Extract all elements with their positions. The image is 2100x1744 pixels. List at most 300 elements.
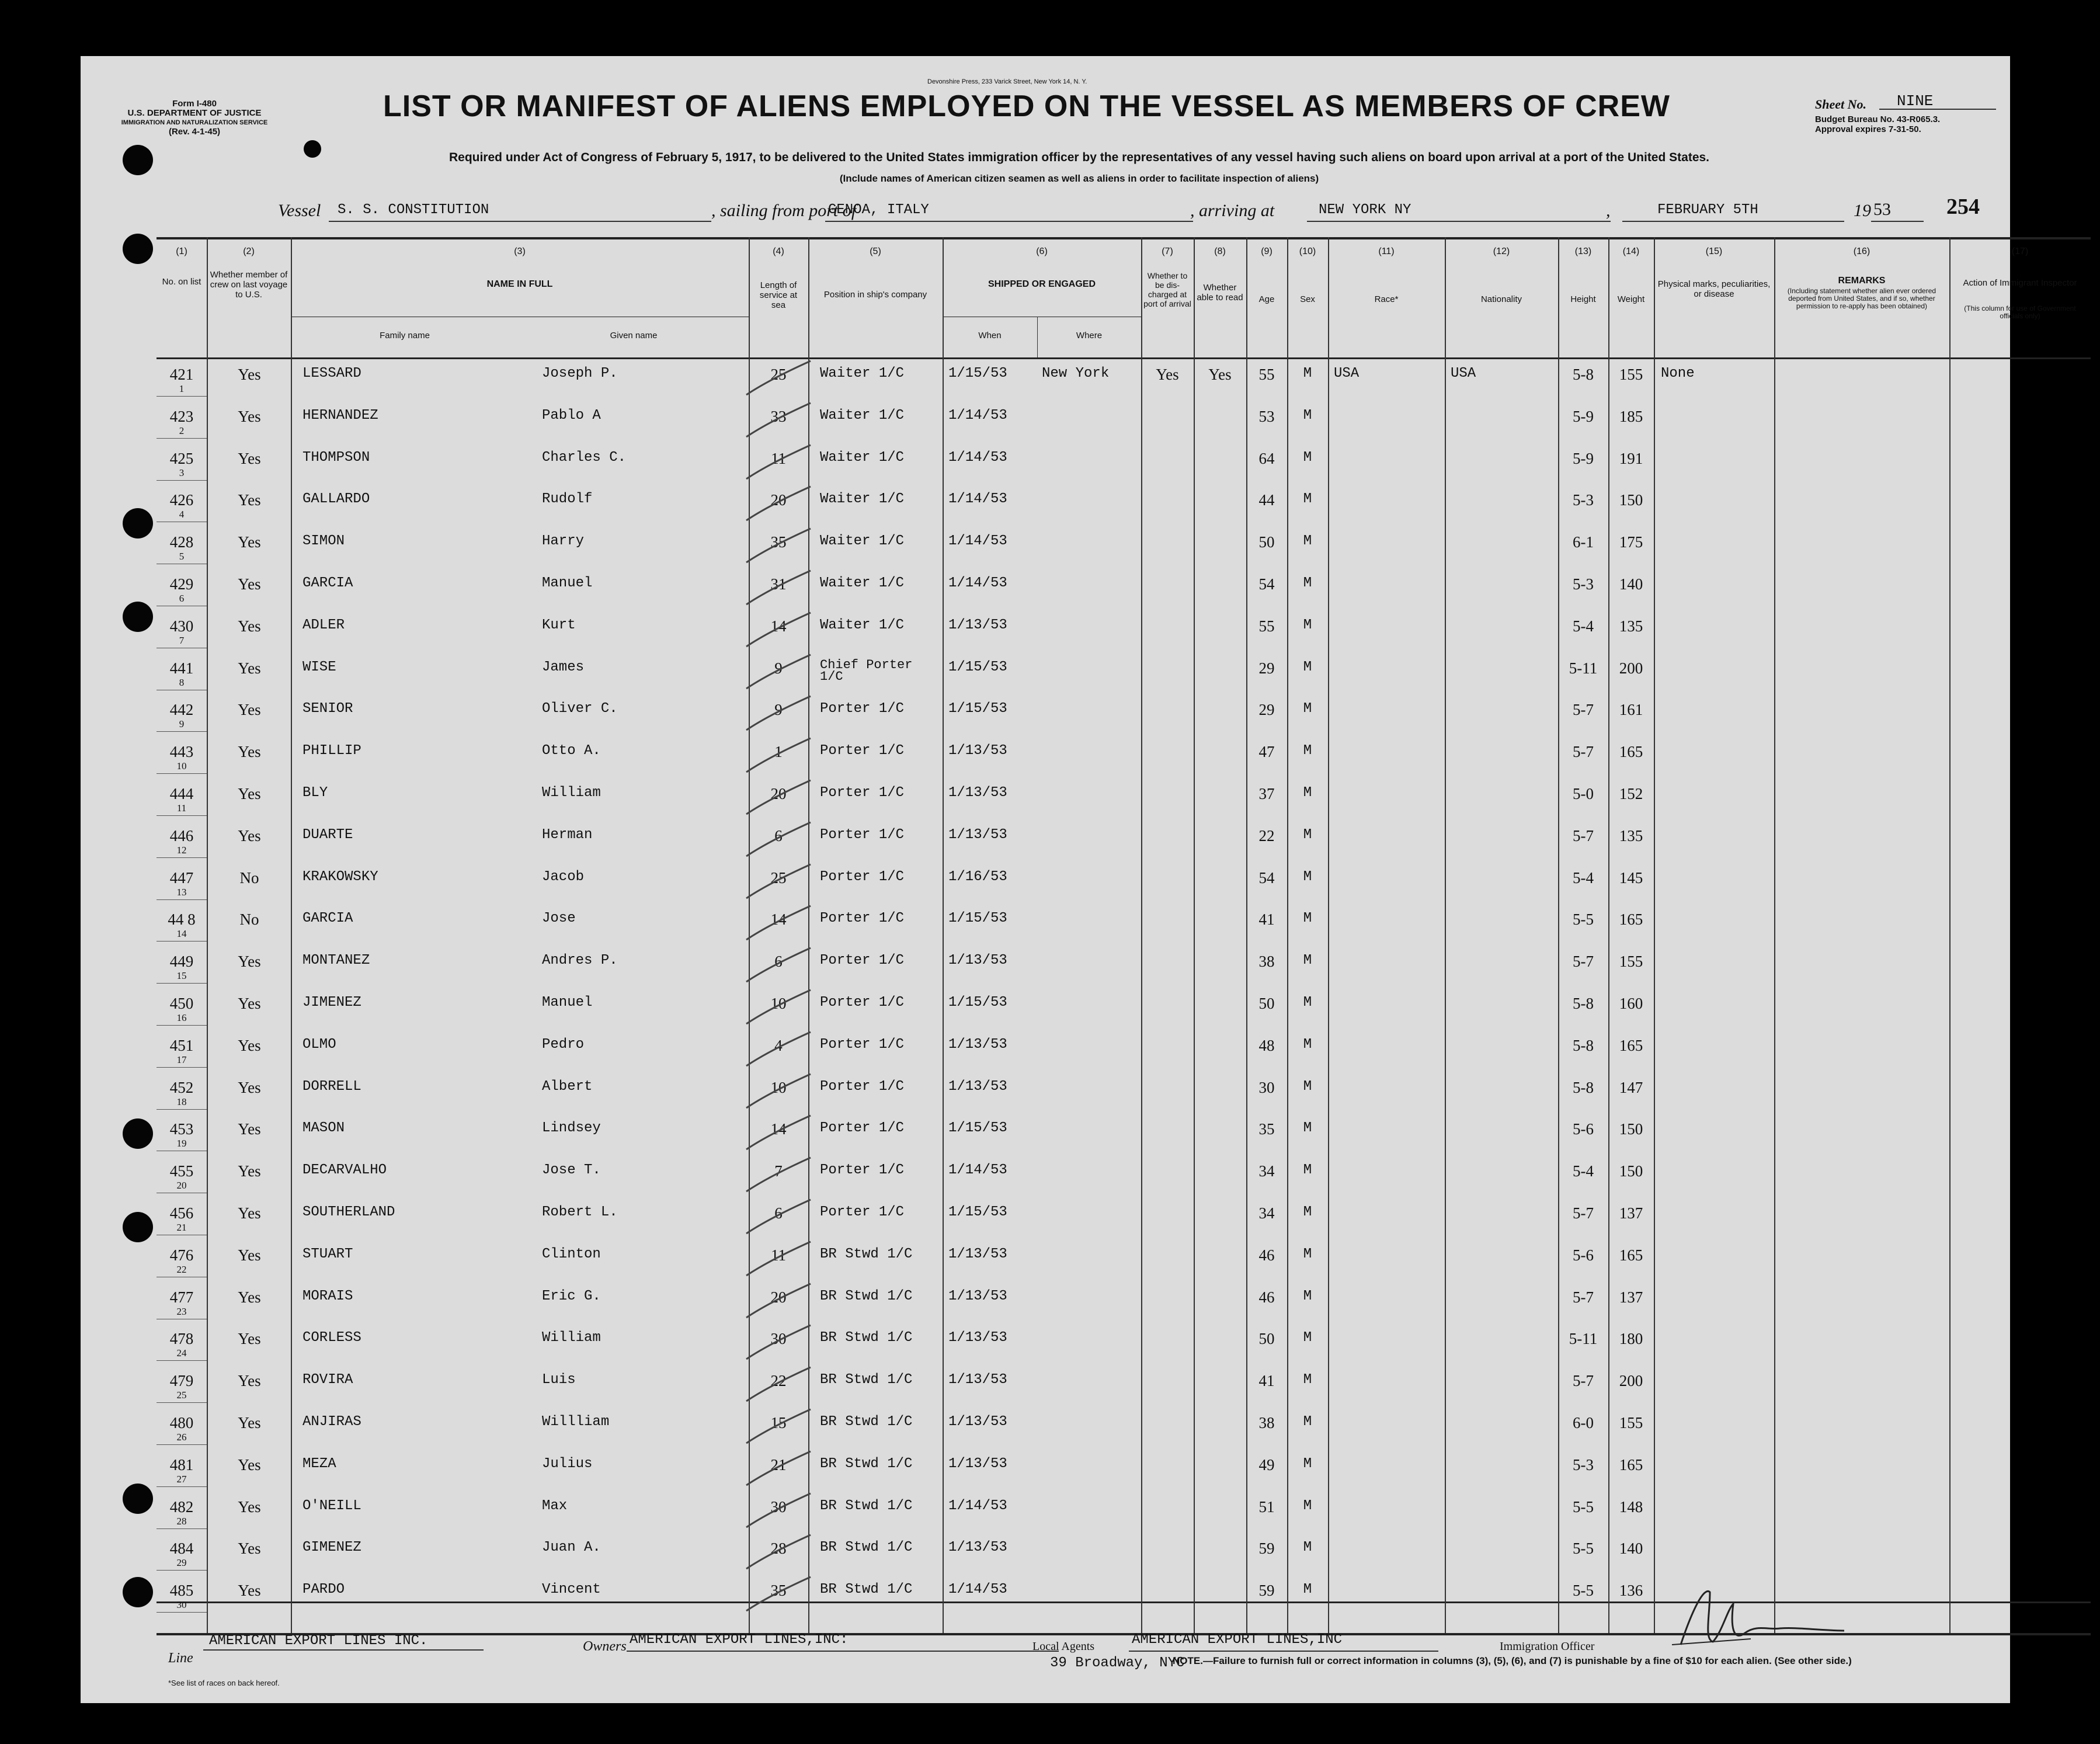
- cell-given: Manuel: [542, 995, 593, 1010]
- cell-when: 1/14/53: [948, 533, 1007, 550]
- cell-no: 455: [169, 1162, 194, 1180]
- cell-prev: Yes: [238, 449, 261, 467]
- cell-age: 55: [1258, 617, 1275, 635]
- row-seq: 6: [179, 593, 185, 604]
- cell-prev: Yes: [238, 659, 261, 677]
- cell-svc: 15: [770, 1414, 787, 1432]
- cell-no: 478: [169, 1330, 194, 1348]
- row-seq: 17: [176, 1054, 187, 1065]
- cell-family: ANJIRAS: [303, 1414, 361, 1430]
- cell-prev: Yes: [238, 1330, 261, 1348]
- cell-age: 47: [1258, 743, 1275, 761]
- cell-wt: 191: [1619, 449, 1643, 467]
- cell-ht: 5-11: [1569, 659, 1598, 677]
- cell-given: Vincent: [542, 1582, 601, 1598]
- department: U.S. DEPARTMENT OF JUSTICE: [127, 108, 262, 118]
- cell-wt: 200: [1619, 1372, 1643, 1390]
- cell-svc: 9: [774, 659, 783, 677]
- cell-pos: Waiter 1/C: [820, 407, 905, 423]
- cell-pos: Porter 1/C: [820, 701, 905, 717]
- table-row: [157, 995, 2091, 1036]
- cell-prev: Yes: [238, 1204, 261, 1222]
- cell-sex: M: [1303, 1204, 1312, 1220]
- cell-sex: M: [1303, 1582, 1312, 1598]
- cell-age: 50: [1258, 995, 1275, 1012]
- col-num-6: (6): [1036, 246, 1048, 256]
- row-seq: 2: [179, 425, 185, 436]
- row-seq: 3: [179, 467, 185, 478]
- row-seq: 14: [176, 928, 187, 940]
- punch-hole: [123, 145, 153, 175]
- cell-given: Eric G.: [542, 1288, 601, 1304]
- cell-svc: 7: [774, 1162, 783, 1180]
- cell-ht: 5-3: [1573, 1455, 1594, 1474]
- row-divider: [157, 941, 207, 942]
- cell-when: 1/15/53: [948, 366, 1007, 381]
- col-num-1: (1): [176, 246, 187, 256]
- cell-age: 46: [1258, 1246, 1275, 1264]
- cell-pos: Porter 1/C: [820, 911, 905, 927]
- cell-sex: M: [1303, 868, 1312, 885]
- cell-wt: 150: [1619, 491, 1643, 509]
- cell-given: Pablo A: [542, 407, 601, 423]
- cell-prev: Yes: [238, 491, 261, 509]
- approval: Approval expires 7-31-50.: [1815, 124, 1921, 134]
- col-head-sex: Sex: [1300, 294, 1315, 304]
- footer-agents-address: 39 Broadway, NYC: [1050, 1655, 1185, 1671]
- row-seq: 12: [176, 844, 187, 856]
- cell-family: MEZA: [303, 1455, 336, 1472]
- cell-ht: 5-3: [1573, 575, 1594, 593]
- cell-ht: 5-7: [1573, 1288, 1594, 1306]
- cell-when: 1/14/53: [948, 491, 1007, 508]
- punch-hole: [123, 1577, 153, 1607]
- row-divider: [157, 1570, 207, 1571]
- punch-hole: [123, 602, 153, 632]
- cell-wt: 137: [1619, 1204, 1643, 1222]
- cell-pos: Waiter 1/C: [820, 617, 905, 633]
- check-mark: [740, 402, 816, 443]
- cell-sex: M: [1303, 1414, 1312, 1430]
- cell-family: JIMENEZ: [303, 995, 361, 1010]
- cell-svc: 28: [770, 1540, 787, 1558]
- cell-wt: 165: [1619, 1036, 1643, 1054]
- cell-family: GIMENEZ: [303, 1540, 361, 1556]
- cell-given: Oliver C.: [542, 701, 618, 717]
- cell-age: 37: [1258, 785, 1275, 802]
- cell-ht: 5-7: [1573, 701, 1594, 719]
- cell-wt: 160: [1619, 995, 1643, 1012]
- cell-when: 1/14/53: [948, 1498, 1007, 1514]
- cell-given: Jacob: [542, 868, 585, 885]
- table-row: [157, 1456, 2091, 1497]
- manifest-page: Form I-480 U.S. DEPARTMENT OF JUSTICE IMMIGRATION AND NATURALIZATION SERVICE (Rev. 4-1-45) Devonshire Press, 233 Varick Street, New York 14, N. Y. LIST OR MANIFEST OF ALIENS EMPLOYED ON THE VESSEL AS MEMBERS OF CREW Sheet No. NINE Budget Bureau No. 43-R065.3. Approval expires 7-31-50. Required under Act of Congress of February 5, 1917, to be delivered to the United States immigration officer by the representatives of any vessel having such aliens on board upon arrival at a port of the United States. (Include names of American citizen seamen as well as aliens in order to facilitate inspection of aliens) 254 Vessel S. S. CONSTITUTION , sailing from port of GENOA, ITALY , arriving at NEW YORK NY , FEBRUARY 5TH 19 53 (1) (2) (3) (4) (5) (6) (7) (8) (9) (10) (11) (12) (13) (14) (15) (16) (17) No. on list Whether member of crew on last voyage to U.S. NAME IN FULL Family name Given name Length of service at sea Position in ship's company SHIPPED OR ENGAGED When Where Whether to be dis-charged at port of arrival Whether able to read Age Sex Race* Nationality Height Weight Physical marks, peculiarities, or disease REMARKS (Including statement whether alien ever ordered deported from United States, and if so, whether permission to re-apply has been obtained) Action of Immigrant Inspector (This column for use of Government officials only) 421 Yes LESSARD Joseph P. 25 Waiter 1/C 1/15/53 New York Yes Yes 55 M USA USA 5-8 155 None 1 423 Yes HERNANDEZ Pablo A 33 Waiter 1/C 1/14/53 53 M 5-9 185 2 425 Yes THOMPSON Charles C. 11 Waiter 1/C 1/14/53 64 M 5-9 191 3 426 Yes GALLARDO Rudolf 20 Waiter 1/C 1/14/53 44 M 5-3 150 4 428 Yes SIMON Harry 35 Waiter 1/C 1/14/53 50 M 6-1 175 5 429 Yes GARCIA Manuel 31 Waiter 1/C 1/14/53 54 M 5-3 140 6 430 Yes ADLER Kurt 14 Waiter 1/C 1/13/53 55 M 5-4 135 7 441 Yes WISE James 9 Chief Porter 1/C 1/15/53 29 M 5-11 200 8 442 Yes SENIOR Oliver C. 9 Porter 1/C 1/15/53 29 M 5-7 161 9 443 Yes PHILLIP Otto A. 1 Porter 1/C 1/13/53 47 M 5-7 165 10 444 Yes BLY William 20 Porter 1/C 1/13/53 37 M 5-0 152 11 446 Yes DUARTE Herman 6 Porter 1/C 1/13/53 22 M 5-7 135 12 447 No KRAKOWSKY Jacob 25 Porter 1/C 1/16/53 54 M 5-4 145 13 44 8 No GARCIA Jose 14 Porter 1/C 1/15/53 41 M 5-5 165 14 449 Yes MONTANEZ Andres P. 6 Porter 1/C 1/13/53 38 M 5-7 155 15 450 Yes JIMENEZ Manuel 10 Porter 1/C 1/15/53 50 M 5-8 160 16 451 Yes OLMO Pedro 4 Porter 1/C 1/13/53 48 M 5-8 165 17 452 Yes DORRELL Albert 10 Porter 1/C 1/13/53 30 M 5-8 147 18 453 Yes MASON Lindsey 14 Porter 1/C 1/15/53 35 M 5-6 150 19 455 Yes DECARVALHO Jose T. 7 Porter 1/C 1/14/53 34 M 5-4 150 20 456 Yes SOUTHERLAND Robert L. 6 Porter 1/C 1/15/53 34 M 5-7 137 21 476 Yes STUART Clinton 11 BR Stwd 1/C 1/13/53 46 M 5-6 165 22 477 Yes MORAIS Eric G. 20 BR Stwd 1/C 1/13/53 46 M 5-7 137 23 478 Yes CORLESS William 30 BR Stwd 1/C 1/13/53 50 M 5-11 180 24 479 Yes ROVIRA Luis 22 BR Stwd 1/C 1/13/53 41 M 5-7 200 25 480 Yes ANJIRAS Willliam 15 BR Stwd 1/C 1/13/53 38 M 6-0 155 26 481 Yes MEZA Julius 21 BR Stwd 1/C 1/13/53 49 M 5-3 165 27 482 Yes O'NEILL Max 30 BR Stwd 1/C 1/14/53 51 M 5-5 148 28 484 Yes GIMENEZ Juan A. 28 BR Stwd 1/C 1/13/53 59 M 5-5 140 29 485 Yes PARDO Vincent 35 BR Stwd 1/C 1/14/53 59 M 5-5 136 30 Line AMERICAN EXPORT LINES INC. Owners AMERICAN EXPORT LINES,INC: Local Agents AMERICAN EXPORT LINES,INC 39 Broadway, NYC Immigration Officer *See list of races on back hereof. NOTE.—Failure to furnish full or correct information in columns (3), (5), (6), and (7) is punishable by a fine of $10 for each alien. (See other side.): [81, 56, 2010, 1703]
- cell-sex: M: [1303, 449, 1312, 465]
- col-num-16: (16): [1853, 246, 1870, 256]
- cell-pos: Porter 1/C: [820, 995, 905, 1010]
- cell-wt: 152: [1619, 785, 1643, 802]
- cell-age: 64: [1258, 449, 1275, 467]
- subtitle-note: (Include names of American citizen seamen as well as aliens in order to facilitate inspection of aliens): [839, 173, 1319, 184]
- check-mark: [740, 695, 816, 736]
- cell-svc: 31: [770, 575, 787, 593]
- cell-wt: 175: [1619, 533, 1643, 551]
- row-seq: 7: [179, 634, 185, 646]
- row-seq: 24: [176, 1347, 187, 1359]
- row-seq: 11: [176, 802, 187, 814]
- cell-when: 1/13/53: [948, 617, 1007, 633]
- cell-pos: Porter 1/C: [820, 743, 905, 759]
- cell-age: 50: [1258, 1330, 1275, 1348]
- cell-when: 1/15/53: [948, 659, 1007, 675]
- cell-svc: 9: [774, 701, 783, 719]
- check-mark: [740, 612, 816, 652]
- cell-no: 479: [169, 1372, 194, 1390]
- cell-disch: Yes: [1156, 366, 1179, 383]
- cell-age: 41: [1258, 1372, 1275, 1390]
- cell-sex: M: [1303, 1246, 1312, 1262]
- cell-when: 1/14/53: [948, 575, 1007, 591]
- cell-family: WISE: [303, 659, 336, 675]
- cell-svc: 14: [770, 911, 787, 929]
- cell-family: OLMO: [303, 1036, 336, 1052]
- crew-table: [157, 237, 2091, 1633]
- check-mark: [740, 1073, 816, 1114]
- cell-age: 59: [1258, 1582, 1275, 1600]
- cell-wt: 145: [1619, 868, 1643, 887]
- cell-wt: 147: [1619, 1078, 1643, 1096]
- cell-age: 44: [1258, 491, 1275, 509]
- cell-prev: Yes: [238, 1246, 261, 1264]
- check-mark: [740, 1408, 816, 1449]
- cell-svc: 10: [770, 1078, 787, 1096]
- cell-nat: USA: [1451, 366, 1476, 381]
- cell-svc: 25: [770, 366, 787, 383]
- cell-pos: Porter 1/C: [820, 1162, 905, 1179]
- cell-when: 1/14/53: [948, 1582, 1007, 1598]
- cell-ht: 5-8: [1573, 1036, 1594, 1054]
- row-divider: [157, 1025, 207, 1026]
- cell-ht: 5-6: [1573, 1120, 1594, 1138]
- cell-when: 1/13/53: [948, 1540, 1007, 1556]
- cell-pos: BR Stwd 1/C: [820, 1288, 913, 1304]
- cell-sex: M: [1303, 1078, 1312, 1095]
- page-title: LIST OR MANIFEST OF ALIENS EMPLOYED ON THE VESSEL AS MEMBERS OF CREW: [383, 89, 1670, 123]
- cell-given: Andres P.: [542, 953, 618, 969]
- check-mark: [740, 1283, 816, 1323]
- check-mark: [740, 779, 816, 820]
- cell-when: 1/14/53: [948, 449, 1007, 465]
- arriving-label: , arriving at: [1190, 201, 1275, 220]
- check-mark: [740, 821, 816, 862]
- check-mark: [740, 569, 816, 610]
- cell-no: 453: [169, 1120, 194, 1138]
- cell-when: 1/15/53: [948, 1204, 1007, 1220]
- table-row: [157, 533, 2091, 574]
- cell-no: 428: [169, 533, 194, 551]
- cell-wt: 148: [1619, 1498, 1643, 1516]
- table-row: [157, 575, 2091, 616]
- cell-no: 477: [169, 1288, 194, 1306]
- row-divider: [157, 773, 207, 774]
- cell-ht: 5-8: [1573, 1078, 1594, 1096]
- cell-wt: 180: [1619, 1330, 1643, 1348]
- row-seq: 13: [176, 886, 187, 898]
- cell-pos: BR Stwd 1/C: [820, 1498, 913, 1514]
- cell-family: ROVIRA: [303, 1372, 353, 1388]
- cell-sex: M: [1303, 491, 1312, 508]
- cell-when: 1/15/53: [948, 995, 1007, 1010]
- check-mark: [740, 737, 816, 778]
- check-mark: [740, 1156, 816, 1197]
- cell-when: 1/13/53: [948, 826, 1007, 843]
- cell-no: 443: [169, 743, 194, 761]
- cell-wt: 135: [1619, 826, 1643, 845]
- cell-ht: 5-4: [1573, 1162, 1594, 1180]
- cell-svc: 1: [774, 743, 783, 761]
- footer-agents: AMERICAN EXPORT LINES,INC: [1132, 1632, 1343, 1648]
- cell-given: Manuel: [542, 575, 593, 591]
- budget-no: Budget Bureau No. 43-R065.3.: [1815, 114, 1941, 124]
- row-seq: 16: [176, 1012, 187, 1023]
- col-num-3: (3): [514, 246, 526, 256]
- row-seq: 28: [176, 1515, 187, 1527]
- cell-wt: 165: [1619, 743, 1643, 761]
- cell-when: 1/15/53: [948, 701, 1007, 717]
- table-row: [157, 869, 2091, 910]
- cell-no: 450: [169, 995, 194, 1012]
- footer-line-label: Line: [168, 1651, 193, 1666]
- footer-penalty-note: NOTE.—Failure to furnish full or correct information in columns (3), (5), (6), and (7) is punishable by a fine of $10 for each alien. (See other side.): [1173, 1655, 1852, 1666]
- cell-family: MORAIS: [303, 1288, 353, 1304]
- col-num-7: (7): [1162, 246, 1173, 256]
- cell-ht: 5-5: [1573, 1582, 1594, 1600]
- sheet-label: Sheet No.: [1815, 97, 1866, 112]
- cell-wt: 165: [1619, 1246, 1643, 1264]
- form-id-block: [98, 99, 291, 137]
- row-divider: [157, 396, 207, 397]
- cell-age: 54: [1258, 868, 1275, 887]
- cell-sex: M: [1303, 995, 1312, 1010]
- cell-prev: Yes: [238, 1036, 261, 1054]
- revision: (Rev. 4-1-45): [168, 127, 221, 137]
- table-row: [157, 408, 2091, 449]
- check-mark: [740, 654, 816, 694]
- cell-marks: None: [1661, 366, 1695, 381]
- cell-wt: 165: [1619, 911, 1643, 929]
- cell-wt: 136: [1619, 1582, 1643, 1600]
- cell-wt: 155: [1619, 1414, 1643, 1432]
- cell-no: 481: [169, 1455, 194, 1474]
- table-row: [157, 1414, 2091, 1455]
- row-seq: 9: [179, 718, 185, 730]
- cell-age: 22: [1258, 826, 1275, 845]
- cell-prev: Yes: [238, 1455, 261, 1474]
- table-row: [157, 827, 2091, 868]
- col-head-read: Whether able to read: [1197, 283, 1243, 303]
- cell-family: MASON: [303, 1120, 345, 1137]
- cell-family: DUARTE: [303, 826, 353, 843]
- cell-svc: 25: [770, 868, 787, 887]
- col-head-where: Where: [1076, 331, 1103, 341]
- cell-prev: Yes: [238, 743, 261, 761]
- cell-when: 1/15/53: [948, 911, 1007, 927]
- cell-no: 446: [169, 826, 194, 845]
- cell-ht: 5-7: [1573, 743, 1594, 761]
- cell-ht: 5-7: [1573, 826, 1594, 845]
- cell-wt: 135: [1619, 617, 1643, 635]
- cell-prev: Yes: [238, 1372, 261, 1390]
- cell-no: 44 8: [168, 911, 196, 929]
- cell-pos: BR Stwd 1/C: [820, 1455, 913, 1472]
- cell-prev: Yes: [238, 953, 261, 971]
- cell-family: SENIOR: [303, 701, 353, 717]
- check-mark: [740, 1492, 816, 1533]
- cell-given: Clinton: [542, 1246, 601, 1262]
- cell-svc: 20: [770, 785, 787, 802]
- col-head-weight: Weight: [1617, 294, 1645, 304]
- cell-when: 1/13/53: [948, 953, 1007, 969]
- cell-svc: 11: [771, 1246, 786, 1264]
- col-num-14: (14): [1622, 246, 1640, 256]
- cell-family: DORRELL: [303, 1078, 361, 1095]
- row-divider: [157, 1612, 207, 1613]
- cell-sex: M: [1303, 1162, 1312, 1179]
- cell-prev: Yes: [238, 826, 261, 845]
- cell-wt: 185: [1619, 407, 1643, 425]
- cell-prev: Yes: [238, 1414, 261, 1432]
- cell-no: 451: [169, 1036, 194, 1054]
- col-num-11: (11): [1378, 246, 1395, 256]
- cell-when: 1/15/53: [948, 1120, 1007, 1137]
- cell-when: 1/14/53: [948, 1162, 1007, 1179]
- cell-given: Joseph P.: [542, 366, 618, 381]
- row-seq: 20: [176, 1180, 187, 1191]
- row-divider: [157, 815, 207, 816]
- cell-family: SOUTHERLAND: [303, 1204, 395, 1220]
- table-row: [157, 743, 2091, 784]
- table-row: [157, 1120, 2091, 1161]
- row-divider: [157, 1109, 207, 1110]
- cell-prev: Yes: [238, 701, 261, 719]
- sheet-number: NINE: [1897, 92, 1934, 110]
- cell-sex: M: [1303, 575, 1312, 591]
- cell-svc: 14: [770, 1120, 787, 1138]
- cell-prev: Yes: [238, 1288, 261, 1306]
- cell-pos: Porter 1/C: [820, 1078, 905, 1095]
- col-head-name: NAME IN FULL: [486, 279, 553, 289]
- cell-ht: 5-4: [1573, 617, 1594, 635]
- cell-family: KRAKOWSKY: [303, 868, 378, 885]
- cell-when: 1/13/53: [948, 1372, 1007, 1388]
- cell-wt: 161: [1619, 701, 1643, 719]
- table-row: [157, 659, 2091, 700]
- cell-given: William: [542, 785, 601, 801]
- cell-no: 425: [169, 449, 194, 467]
- cell-family: ADLER: [303, 617, 345, 633]
- sailing-port: GENOA, ITALY: [828, 202, 929, 218]
- cell-given: Juan A.: [542, 1540, 601, 1556]
- cell-ht: 5-7: [1573, 953, 1594, 971]
- cell-no: 456: [169, 1204, 194, 1222]
- table-row: [157, 1372, 2091, 1413]
- col-num-17: (17): [2011, 246, 2029, 256]
- cell-no: 444: [169, 785, 194, 802]
- table-row: [157, 1204, 2091, 1245]
- cell-given: Jose T.: [542, 1162, 601, 1179]
- row-seq: 27: [176, 1473, 187, 1485]
- check-mark: [740, 1031, 816, 1072]
- cell-no: 484: [169, 1540, 194, 1558]
- cell-ht: 5-5: [1573, 1540, 1594, 1558]
- cell-family: DECARVALHO: [303, 1162, 387, 1179]
- check-mark: [740, 905, 816, 946]
- cell-pos: BR Stwd 1/C: [820, 1414, 913, 1430]
- cell-ht: 5-0: [1573, 785, 1594, 802]
- cell-svc: 11: [771, 449, 786, 467]
- cell-sex: M: [1303, 1372, 1312, 1388]
- row-divider: [157, 857, 207, 858]
- cell-svc: 6: [774, 826, 783, 845]
- col-head-inspector: Action of Immigrant Inspector: [1963, 278, 2077, 288]
- punch-hole: [123, 1484, 153, 1514]
- check-mark: [740, 1450, 816, 1491]
- col-head-remarks-sub: (Including statement whether alien ever ordered deported from United States, and if so, whether permission to re-apply has been obtained): [1787, 287, 1936, 310]
- cell-ht: 5-3: [1573, 491, 1594, 509]
- cell-prev: Yes: [238, 995, 261, 1012]
- cell-sex: M: [1303, 533, 1312, 550]
- cell-age: 49: [1258, 1455, 1275, 1474]
- cell-sex: M: [1303, 701, 1312, 717]
- cell-no: 452: [169, 1078, 194, 1096]
- check-mark: [740, 1366, 816, 1407]
- cell-no: 429: [169, 575, 194, 593]
- row-seq: 19: [176, 1138, 187, 1149]
- cell-age: 30: [1258, 1078, 1275, 1096]
- table-row: [157, 1162, 2091, 1203]
- footer-line: AMERICAN EXPORT LINES INC.: [209, 1633, 428, 1649]
- cell-age: 38: [1258, 953, 1275, 971]
- cell-ht: 5-8: [1573, 995, 1594, 1012]
- cell-family: STUART: [303, 1246, 353, 1262]
- check-mark: [740, 444, 816, 485]
- check-mark: [740, 485, 816, 526]
- table-row: [157, 491, 2091, 532]
- cell-pos: Porter 1/C: [820, 953, 905, 969]
- cell-svc: 21: [770, 1455, 787, 1474]
- cell-given: Willliam: [542, 1414, 610, 1430]
- cell-svc: 30: [770, 1498, 787, 1516]
- cell-no: 447: [169, 868, 194, 887]
- printer-line: Devonshire Press, 233 Varick Street, New York 14, N. Y.: [927, 78, 1087, 85]
- footer-owners-label: Owners: [583, 1639, 627, 1654]
- row-divider: [157, 731, 207, 732]
- cell-ht: 5-4: [1573, 868, 1594, 887]
- cell-given: Pedro: [542, 1036, 585, 1052]
- cell-wt: 150: [1619, 1120, 1643, 1138]
- table-row: [157, 617, 2091, 658]
- cell-no: 442: [169, 701, 194, 719]
- row-divider: [157, 480, 207, 481]
- row-divider: [157, 1486, 207, 1487]
- row-divider: [157, 1360, 207, 1361]
- row-seq: 30: [176, 1599, 187, 1611]
- row-seq: 25: [176, 1389, 187, 1401]
- cell-when: 1/13/53: [948, 1078, 1007, 1095]
- cell-svc: 6: [774, 953, 783, 971]
- table-row: [157, 1330, 2091, 1371]
- cell-pos: Porter 1/C: [820, 826, 905, 843]
